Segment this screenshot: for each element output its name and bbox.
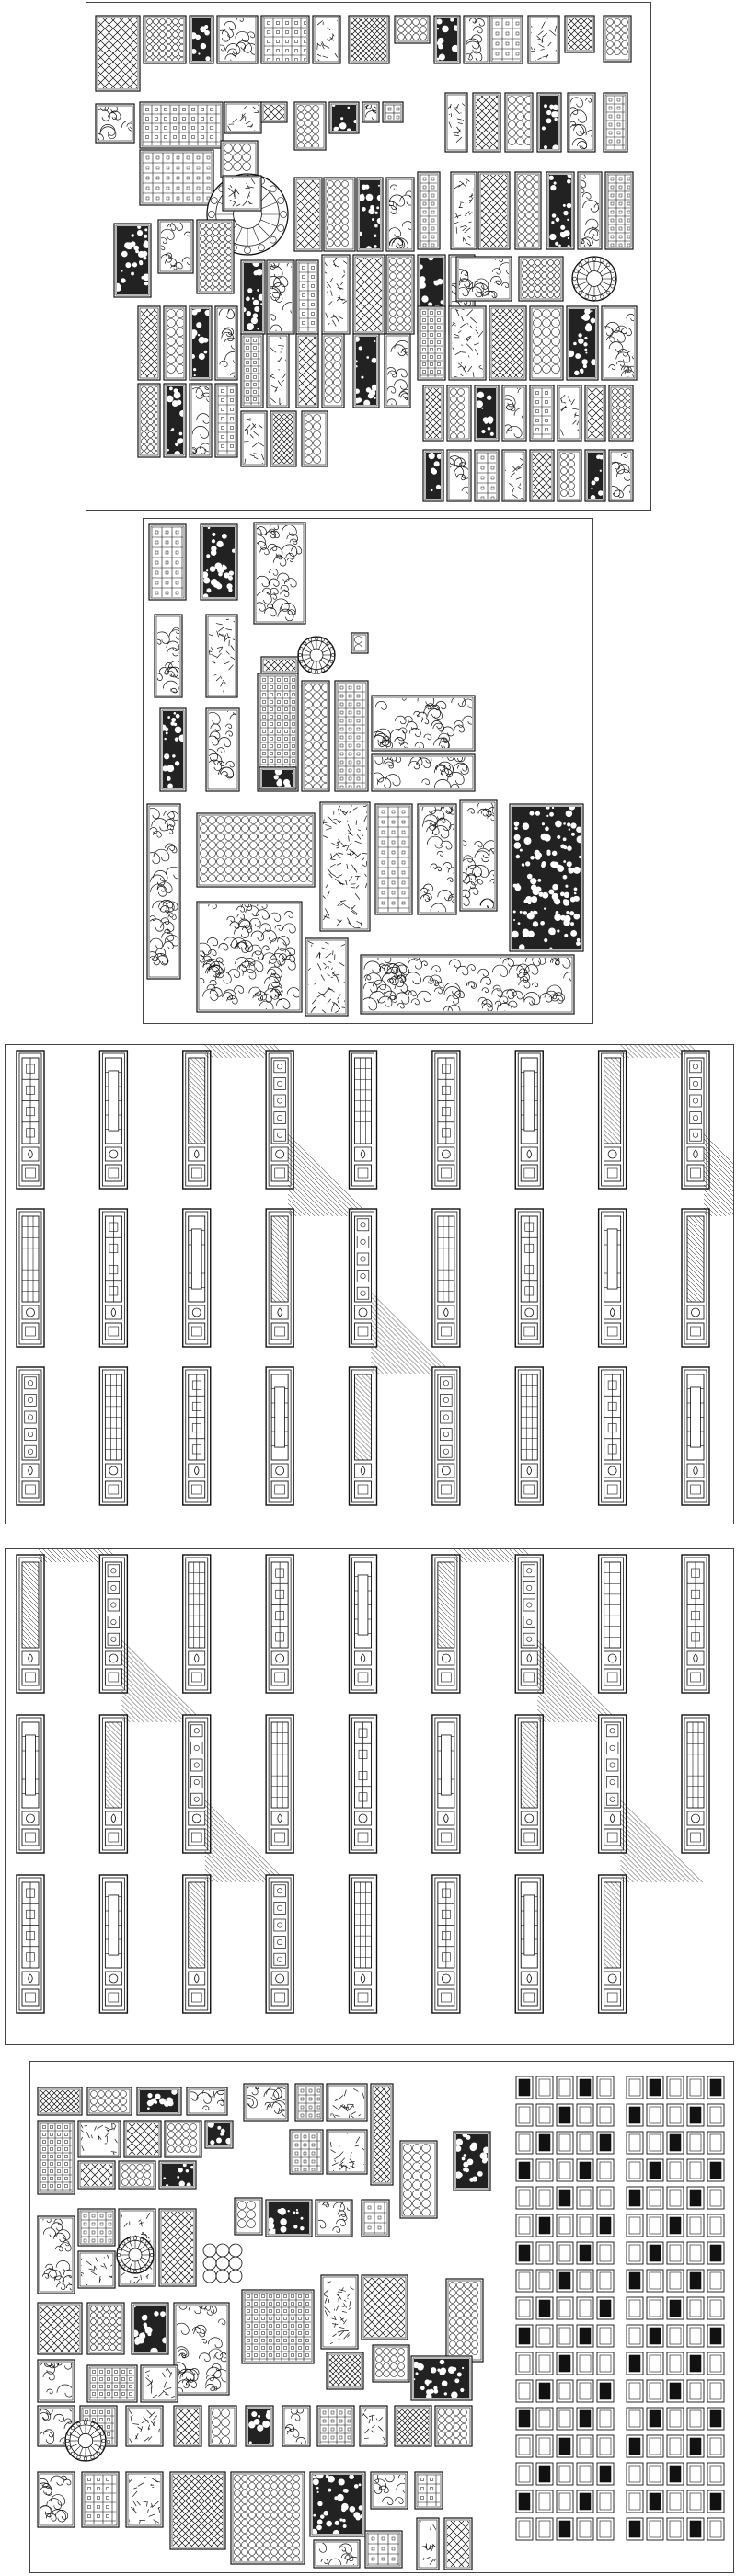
sheet5-ornament-panel [313,2540,361,2568]
sheet3-lattice-door [599,1209,627,1347]
sheet5-ornament-panel [132,2303,168,2354]
sheet1-panel [567,306,598,380]
sheet4-lattice-door [350,1875,377,2013]
sheet1-panel [241,334,263,408]
sheet2-panel [368,751,475,792]
sheet1-panel [585,450,605,501]
sheet2-panel [303,938,349,1016]
sheet1-panel [357,178,383,251]
sheet5-ornament-panel [360,2406,388,2446]
sheet1-panel [530,306,563,380]
sheet3-lattice-door [515,1209,543,1347]
sheet4-lattice-door [17,1875,44,2013]
sheet1-panel [190,306,212,380]
sheet5-ornament-panel [137,2087,181,2115]
sheet3-lattice-door [432,1051,460,1189]
sheet2-rosette-medallion [298,637,335,673]
sheet1-panel [266,334,289,408]
sheet5-ornament-panel [235,2198,262,2235]
sheet5-ornament-panel [209,2406,236,2446]
sheet1-panel [261,16,309,63]
sheet5-ornament-panel [37,2356,75,2402]
sheet1-panel [241,259,265,334]
sheet1-panel [505,93,533,152]
sheet5-ornament-panel [186,2084,228,2115]
sheet1-panel [600,306,640,380]
sheet4-lattice-door [682,1715,709,1853]
sheet5-ornament-panel [159,2161,196,2189]
sheet4-lattice-door [17,1715,44,1853]
sheet3-lattice-door [183,1209,211,1347]
sheet4-lattice-door [183,1555,211,1693]
sheet5-ornament-panel [282,2404,310,2446]
sheet-3-drawing [6,1045,734,1524]
sheet1-panel [114,224,151,297]
sheet1-panel [140,150,213,205]
sheet3-lattice-door [432,1209,460,1347]
sheet1-panel [215,306,242,380]
sheet1-panel [329,102,359,133]
sheet1-panel [489,16,523,63]
sheet5-ornament-panel [141,2364,178,2402]
sheet4-lattice-door [350,1555,377,1693]
sheet1-panel [386,255,414,334]
sheet1-panel [418,306,445,380]
sheet-4-doors [5,1548,734,2045]
sheet5-ornament-panel [246,2406,273,2446]
sheet3-lattice-door [99,1051,127,1189]
sheet1-panel [423,450,443,501]
sheet5-ornament-panel [231,2472,305,2564]
sheet5-ornament-panel [75,2251,117,2290]
sheet5-ornament-panel [435,2406,472,2446]
sheet1-panel [385,334,414,408]
sheet5-ornament-panel [373,2345,409,2382]
sheet4-lattice-door [599,1715,627,1853]
sheet4-lattice-door [99,1555,127,1693]
sheet1-panel [418,172,440,249]
sheet1-panel [164,306,186,380]
sheet2-panel [201,524,237,600]
sheet1-panel [190,16,213,63]
sheet4-lattice-door [99,1875,127,2013]
sheet5-ornament-panel [126,2404,163,2446]
sheet-2-drawing [144,519,593,1024]
sheet1-panel [224,102,263,133]
sheet2-panel [371,693,475,751]
sheet5-ornament-panel [321,2275,358,2349]
sheet4-lattice-door [599,1555,627,1693]
sheet2-panel [250,523,305,624]
sheet5-ornament-panel [170,2298,229,2395]
sheet1-panel [519,257,563,301]
sheet1-panel [296,260,318,334]
sheet5-ornament-panel [38,2216,75,2294]
sheet1-panel [353,334,379,408]
sheet4-lattice-door [266,1715,293,1853]
sheet5-ornament-panel [295,2084,323,2121]
sheet4-lattice-door [266,1555,293,1693]
sheet1-panel [475,450,499,501]
sheet1-panel [464,16,489,63]
sheet5-ornament-panel [165,2121,201,2157]
sheet5-ornament-panel [365,2531,402,2568]
sheet2-panel [202,615,239,697]
sheet-5-mixed [29,2061,734,2573]
sheet5-ornament-panel [242,2290,314,2363]
sheet1-panel [321,253,350,334]
sheet5-ornament-panel [317,2406,354,2446]
sheet1-panel [445,93,467,152]
sheet3-lattice-door [350,1051,377,1189]
sheet3-lattice-door [515,1051,543,1189]
sheet1-panel [451,172,479,249]
sheet5-ornament-panel [446,2279,483,2362]
sheet2-panel [320,800,371,931]
sheet1-panel [530,385,554,441]
sheet5-ornament-panel [126,2472,164,2527]
sheet2-panel [145,804,182,979]
sheet5-ring-lattice [203,2244,242,2283]
sheet1-panel [383,102,403,122]
sheet-5-drawing [30,2062,734,2573]
sheet3-lattice-door [17,1051,44,1189]
sheet5-ornament-panel [415,2472,443,2509]
sheet1-panel [313,15,340,63]
sheet3-lattice-door [515,1367,543,1505]
sheet2-panel [195,901,302,1012]
sheet2-panel [259,767,296,789]
sheet5-ornament-panel [241,2084,290,2121]
sheet2-panel [302,681,329,791]
sheet1-panel [609,385,633,441]
sheet1-panel [606,450,636,501]
sheet5-ornament-panel [78,2209,115,2246]
sheet1-panel [223,176,261,211]
sheet1-panel [500,450,526,501]
sheet-3-doors [5,1044,734,1524]
sheet4-lattice-door [682,1555,709,1693]
sheet1-panel [164,384,186,457]
sheet1-panel [241,411,267,466]
sheet5-ornament-panel [315,2199,353,2237]
sheet1-panel [604,93,627,152]
sheet5-ornament-panel [327,2084,367,2121]
sheet-1-drawing [86,3,651,511]
sheet5-ornament-panel [87,2365,137,2402]
sheet1-panel [214,16,258,63]
sheet1-panel [537,93,561,152]
sheet4-lattice-door [350,1715,377,1853]
sheet1-panel [577,172,603,249]
sheet5-ornament-panel [266,2200,312,2237]
sheet4-lattice-door [266,1875,293,2013]
sheet2-panel [418,799,459,914]
sheet2-panel [335,681,368,791]
sheet-2-panels [143,518,593,1024]
sheet1-panel [197,220,234,293]
sheet5-ornament-panel [205,2121,233,2148]
sheet5-ornament-panel [327,2129,368,2174]
sheet2-panel [197,813,316,887]
sheet1-panel [558,450,581,501]
sheet1-panel [140,102,223,148]
sheet2-panel [160,708,186,791]
sheet1-rosette-medallion [572,257,616,301]
sheet5-ornament-panel [310,2471,365,2536]
sheet5-ornament-panel [362,2200,389,2237]
sheet1-panel [447,306,486,380]
sheet3-lattice-door [17,1209,44,1347]
sheet4-lattice-door [183,1715,211,1853]
sheet4-lattice-door [432,1715,460,1853]
sheet3-lattice-door [432,1367,460,1505]
sheet1-panel [385,178,414,251]
sheet3-lattice-door [17,1367,44,1505]
sheet1-panel [604,16,631,62]
sheet1-panel [528,16,559,66]
sheet1-panel [324,178,355,251]
sheet5-ornament-panel [290,2130,323,2174]
sheet2-panel [455,800,499,911]
sheet1-panel [515,172,541,249]
sheet5-ornament-panel [417,2518,439,2570]
sheet1-panel [294,102,326,150]
sheet3-lattice-door [682,1367,709,1505]
sheet5-ornament-panel [400,2141,437,2218]
sheet1-panel [263,257,299,334]
sheet-4-drawing [6,1549,734,2045]
sheet1-panel [221,141,258,178]
sheet2-panel [153,615,184,697]
sheet5-ornament-panel [119,2161,155,2189]
sheet1-panel [190,383,213,457]
sheet3-lattice-door [99,1367,127,1505]
sheet2-panel [375,804,412,914]
sheet1-panel [605,172,633,249]
sheet1-panel [395,16,430,43]
sheet4-lattice-door [515,1555,543,1693]
sheet1-panel [361,99,380,122]
sheet2-panel [510,803,584,951]
sheet5-ornament-panel [87,2087,132,2115]
sheet5-ornament-panel [36,2472,75,2527]
sheet1-panel [144,16,186,63]
sheet5-ornament-panel [87,2303,124,2354]
sheet1-panel [568,93,596,152]
sheet5-ornament-panel [38,2121,75,2194]
sheet1-panel [500,383,530,441]
sheet1-panel [138,384,160,457]
sheet1-panel [446,450,471,501]
sheet3-lattice-door [99,1209,127,1347]
sheet5-window-grid [516,2076,724,2540]
sheet5-ornament-panel [368,2469,410,2509]
sheet5-rosette-medallion [65,2421,106,2461]
sheet2-panel [361,953,576,1015]
sheet5-ornament-panel [78,2121,121,2157]
sheet1-panel [322,334,344,408]
sheet3-lattice-door [266,1367,293,1505]
sheet1-panel [452,257,513,301]
sheet1-panel [93,99,134,143]
sheet3-lattice-door [599,1367,627,1505]
sheet5-rosette-medallion [117,2237,154,2273]
sheet1-panel [158,220,193,273]
sheet4-lattice-door [515,1875,543,2013]
sheet5-ornament-panel [82,2472,119,2527]
sheet1-panel [434,16,460,63]
sheet5-ornament-panel [411,2356,472,2400]
sheet1-panel [447,385,471,441]
sheet2-panel [149,524,186,600]
sheet4-lattice-door [432,1875,460,2013]
sheet2-panel [202,707,242,791]
sheet3-lattice-door [183,1367,211,1505]
sheet-1-panels [86,2,651,511]
sheet1-panel [546,171,574,249]
sheet1-panel [215,384,237,457]
sheet1-panel [475,385,499,441]
sheet5-ornament-panel [454,2132,490,2191]
sheet2-panel [351,633,368,653]
sheet1-panel [538,385,651,441]
sheet1-panel [558,385,582,441]
sheet1-panel [302,411,328,466]
